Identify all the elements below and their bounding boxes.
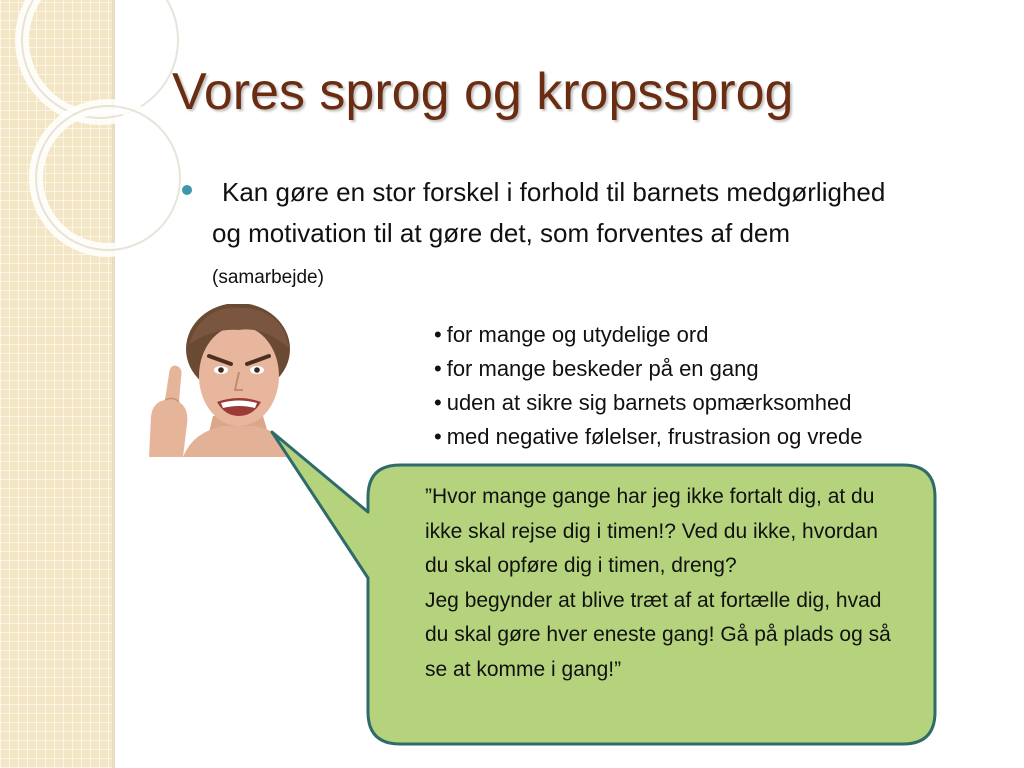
sub-bullet-glyph: • (434, 390, 442, 415)
sub-bullet-text: for mange beskeder på en gang (446, 356, 759, 381)
speech-bubble-text (425, 480, 905, 687)
main-bullet-note: (samarbejde) (212, 267, 324, 288)
sub-bullet-glyph: • (434, 322, 442, 347)
main-bullet-body: Kan gøre en stor forskel i forhold til barnets medgørlighed og motivation til at gøre det, som forventes af dem (212, 177, 886, 248)
sub-bullet-text: uden at sikre sig barnets opmærksomhed (446, 390, 852, 415)
quote-paragraph-1: ”Hvor mange gange har jeg ikke fortalt dig, at du ikke skal rejse dig i timen!? Ved du ikke, hvordan du skal opføre dig i timen, dreng? (425, 485, 878, 577)
sub-bullet-text: med negative følelser, frustrasion og vrede (446, 424, 863, 449)
sub-bullet-glyph: • (434, 424, 442, 449)
quote-paragraph-2: Jeg begynder at blive træt af at fortælle dig, hvad du skal gøre hver eneste gang! Gå på plads og så se at komme i gang!” (425, 588, 891, 681)
slide-title: Vores sprog og kropssprog (172, 63, 794, 121)
sub-bullet-text: for mange og utydelige ord (446, 322, 709, 347)
sub-bullet-glyph: • (434, 356, 442, 381)
